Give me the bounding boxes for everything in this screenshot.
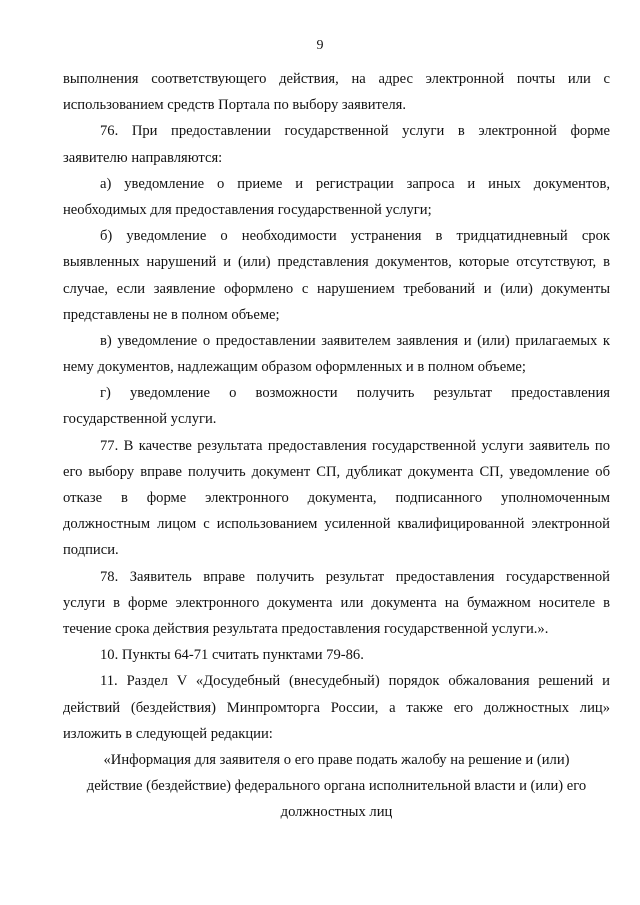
section-heading-line: должностных лиц — [280, 804, 393, 821]
text-line: 78. Заявитель вправе получить результат предоставления государственной — [100, 568, 610, 585]
section-heading-line: действие (бездействие) федерального органа исполнительной власти и (или) его — [86, 778, 587, 795]
text-line: а) уведомление о приеме и регистрации запроса и иных документов, — [100, 175, 610, 192]
text-line: государственной услуги. — [63, 411, 217, 428]
text-line: использованием средств Портала по выбору заявителя. — [63, 97, 407, 114]
text-line: должностным лицом с использованием усиленной квалифицированной электронной — [63, 516, 610, 533]
text-line: отказе в форме электронного документа, подписанного уполномоченным — [63, 490, 610, 506]
text-line: изложить в следующей редакции: — [63, 725, 273, 742]
text-line: г) уведомление о возможности получить результат предоставления — [100, 385, 610, 402]
text-line: подписи. — [63, 542, 119, 559]
text-line: представлены не в полном объеме; — [63, 306, 280, 323]
text-line: необходимых для предоставления государственной услуги; — [63, 201, 432, 218]
text-line: действий (бездействия) Минпромторга России, а также его должностных лиц» — [63, 699, 610, 716]
document-body — [63, 66, 610, 825]
text-line: выявленных нарушений и (или) представления документов, которые отсутствуют, в — [63, 254, 610, 271]
text-line: заявителю направляются: — [63, 149, 223, 166]
text-line: 76. При предоставлении государственной услуги в электронной форме — [100, 123, 610, 140]
text-line: б) уведомление о необходимости устранения в тридцатидневный срок — [100, 228, 610, 245]
section-heading-line: «Информация для заявителя о его праве подать жалобу на решение и (или) — [103, 751, 570, 768]
text-line: 10. Пункты 64-71 считать пунктами 79-86. — [100, 647, 364, 664]
text-line: 11. Раздел V «Досудебный (внесудебный) порядок обжалования решений и — [100, 673, 610, 690]
page-number: 9 — [316, 38, 324, 53]
text-line: выполнения соответствующего действия, на адрес электронной почты или с — [63, 71, 610, 87]
text-line: в) уведомление о предоставлении заявителем заявления и (или) прилагаемых к — [100, 332, 610, 349]
text-line: нему документов, надлежащим образом оформленных и в полном объеме; — [63, 359, 526, 376]
text-line: 77. В качестве результата предоставления государственной услуги заявитель по — [100, 437, 610, 454]
text-line: течение срока действия результата предоставления государственной услуги.». — [63, 620, 549, 637]
text-line: его выбору вправе получить документ СП, дубликат документа СП, уведомление об — [63, 463, 610, 480]
text-line: услуги в форме электронного документа или документа на бумажном носителе в — [63, 594, 610, 611]
text-line: случае, если заявление оформлено с нарушением требований и (или) документы — [63, 280, 610, 297]
